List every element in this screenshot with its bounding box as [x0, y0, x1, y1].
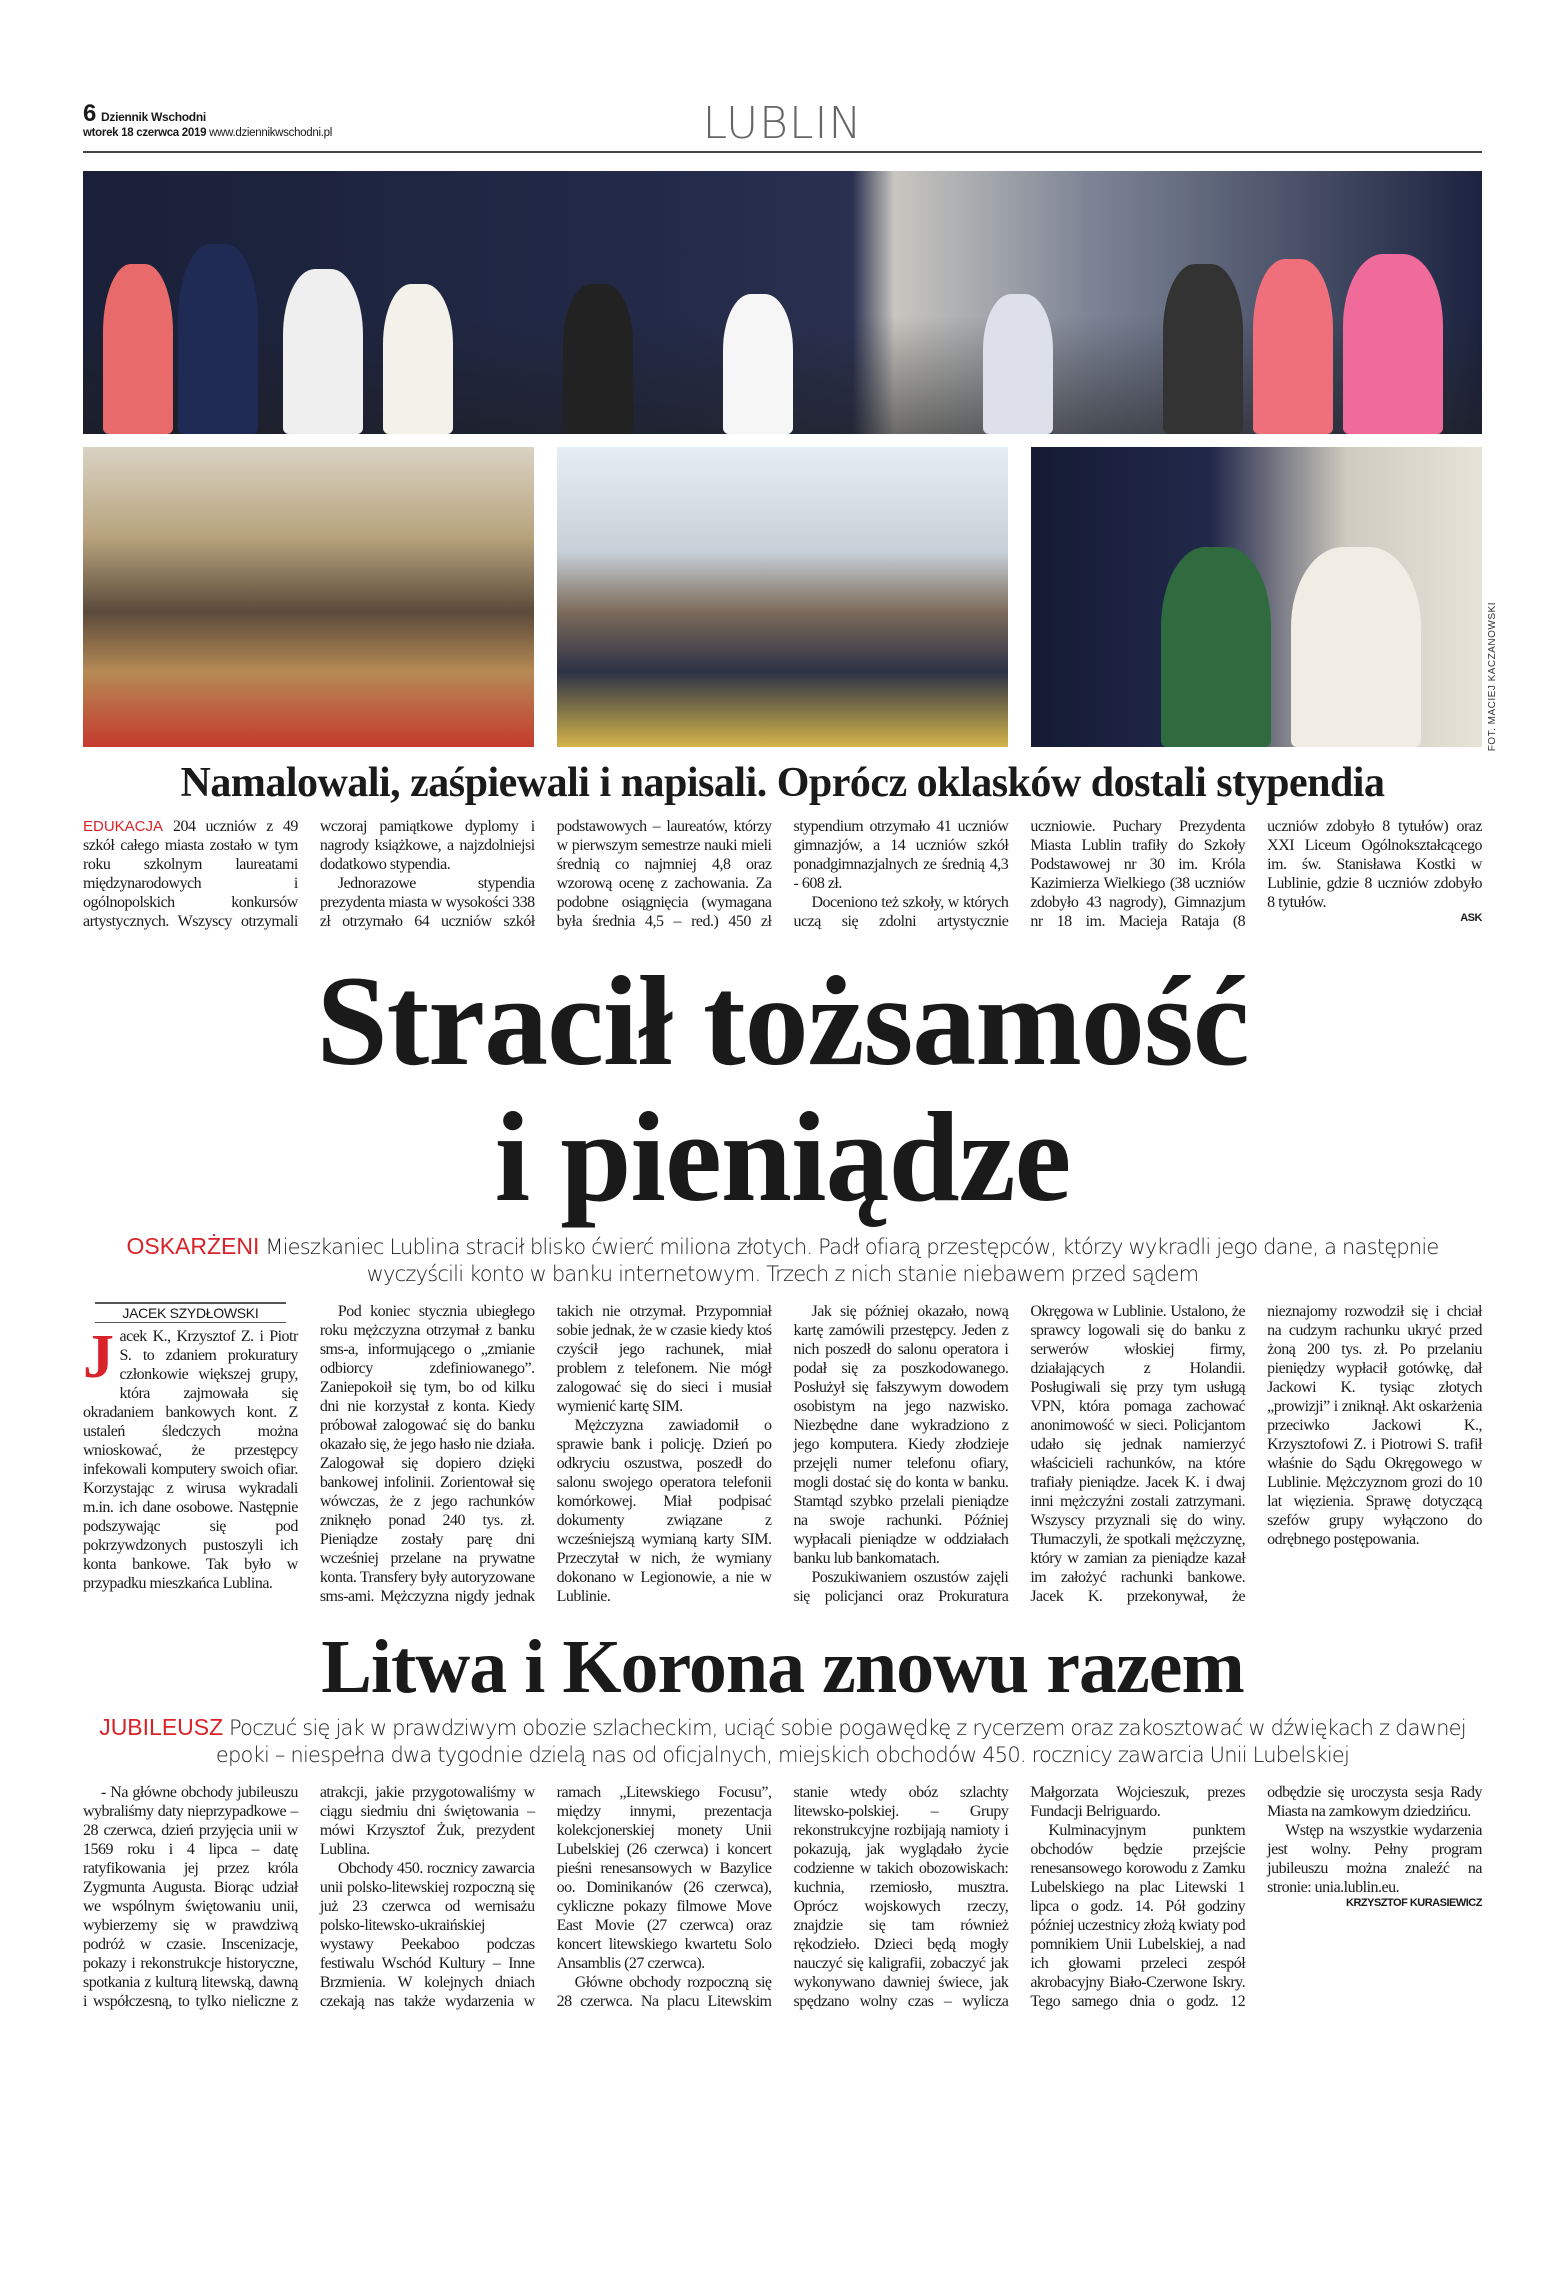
- article1-headline: Namalowali, zaśpiewali i napisali. Oprócz oklasków dostali stypendia: [180, 760, 1385, 806]
- photo-diploma-handover: [557, 447, 1008, 747]
- paper-name: Dziennik Wschodni: [101, 110, 206, 124]
- article2-headline-line1: Stracił tożsamość: [316, 950, 1249, 1092]
- article2-paragraph: Jak się później okazało, nową kartę zamówili przestępcy. Jeden z nich poszedł do salonu operatora i podał się za poszkodowanego. Posłużył się fałszywym dowodem osobistym na jego nazwisko. Niezbędne dane wykradziono z jego komputera. Kiedy złodzieje przejęli numer telefonu ofiary, mogli dostać się do konta w banku. Stamtąd szybko przelali pieniądze na swoje rachunki. Później wypłacali pieniądze w oddziałach banku lub bankomatach.: [793, 1303, 1009, 1567]
- article3-paragraph: - Na główne obchody jubileuszu wybraliśmy daty nieprzypadkowe – 28 czerwca, dzień przyjęcia unii w 1569 roku i 4 lipca – datę ratyfikowania jej przez króla Zygmunta Augusta. Biorąc udział we wspólnym świętowaniu unii, wybierzemy się w prawdziwą podróż w czasie. Inscenizacje, pokazy i rekonstrukcje historyczne, spotkania z kulturą litewską, dawną i współczesną, to tylko nieliczne z atrakcji, jakie przygotowaliśmy w ciągu siedmiu dni świętowania – mówi Krzysztof Żuk, prezydent Lublina.: [83, 1784, 535, 2010]
- drop-cap: J: [83, 1323, 114, 1391]
- photo-credit: FOT. MACIEJ KACZANOWSKI: [1487, 601, 1498, 751]
- photo-figure: [723, 294, 793, 434]
- photo-figure: [283, 269, 363, 434]
- photo-teacher-and-student: [1031, 447, 1482, 747]
- article2-paragraph: Poszukiwaniem oszustów zajęli się policjanci oraz Prokuratura Okręgowa w Lublinie. Ustalono, że sprawcy logowali się do banku z serwerów włoskiej firmy, działających z Holandii. Posługiwali się przy tym usługą VPN, która pomaga zachować anonimowość w sieci. Policjantom udało się jednak namierzyć właścicieli rachunków, na które trafiały pieniądze. Jacek K. i dwaj inni mężczyźni zostali zatrzymani. Wszyscy przyznali się do winy. Tłumaczyli, że spotkali mężczyznę, który w zamian za pieniądze kazał im założyć rachunki bankowe. Jacek K. przekonywał, że nieznajomy rozwodził się i chciał na cudzym rachunku ukryć przed żoną 200 tys. zł. Po przelaniu pieniędzy wypłacił gotówkę, dał Jackowi K. tysiąc złotych „prowizji” i zniknął. Akt oskarżenia przeciwko Jackowi K., Krzysztofowi Z. i Piotrowi S. trafił właśnie do Sądu Okręgowego w Lublinie. Mężczyznom grozi do 10 lat więzienia. Sprawę dotyczącą szefów grupy wyłączono do odrębnego postępowania.: [793, 1303, 1482, 1605]
- article2-headline-line2: i pieniądze: [494, 1086, 1071, 1228]
- article2-paragraph: [83, 1323, 298, 1593]
- section-title: LUBLIN: [702, 98, 863, 149]
- article2-paragraph: Mężczyzna zawiadomił o sprawie bank i policję. Dzień po odkryciu oszustwa, poszedł do salonu swojego operatora telefonii komórkowej. Miał podpisać dokumenty związane z wcześniejszą wymianą karty SIM. Przeczytał w nich, że wymiany dokonano w Legionowie, a nie w Lublinie.: [556, 1417, 772, 1605]
- article3-lead: [83, 1714, 1482, 1769]
- article3-lead-text: Poczuć się jak w prawdziwym obozie szlacheckim, uciąć sobie pogawędkę z rycerzem oraz zakosztować w dźwiękach z dawnej epoki – niespełna dwa tygodnie dzielą nas od oficjalnych, miejskich obchodów 450. rocznicy zawarcia Unii Lubelskiej: [215, 1716, 1466, 1767]
- photo-figure: [1161, 547, 1271, 747]
- article1-signature: ASK: [1460, 912, 1482, 924]
- photo-figure: [1343, 254, 1443, 434]
- article2-lead: [83, 1233, 1482, 1288]
- article3-signature: KRZYSZTOF KURASIEWICZ: [1346, 1897, 1482, 1909]
- photo-gallery: [83, 171, 1498, 751]
- photo-figure: [178, 244, 258, 434]
- article3-paragraph: Główne obchody rozpoczną się 28 czerwca. Na placu Litewskim stanie wtedy obóz szlachty litewsko-polskiej. – Grupy rekonstrukcyjne rozbijają namioty i pokazują, jak wyglądało życie codzienne w takich obozowiskach: kuchnia, rzemiosło, musztra. Oprócz wojskowych rzeczy, znajdzie się tam również rękodzieło. Dzieci będą mogły nauczyć się kaligrafii, zobaczyć jak wykonywano dawniej świece, jak spędzano wolny czas – wylicza Małgorzata Wojcieszuk, prezes Fundacji Belriguardo.: [556, 1784, 1246, 2010]
- page-number: 6: [83, 100, 97, 127]
- article2-byline: JACEK SZYDŁOWSKI: [95, 1302, 286, 1323]
- page-header: [83, 96, 1482, 153]
- issue-date: wtorek 18 czerwca 2019: [83, 127, 207, 139]
- photo-figure: [563, 284, 633, 434]
- article1-kicker: EDUKACJA: [83, 818, 164, 835]
- article3-headline: Litwa i Korona znowu razem: [321, 1625, 1244, 1709]
- article1-text: 204 uczniów z 49 szkół całego miasta zostało w tym roku szkolnym laureatami międzynarodowych i ogólnopolskich konkursów artystycznych. Wszyscy otrzymali wczoraj pamiątkowe dyplomy i nagrody książkowe, a najzdolniejsi dodatkowo stypendia.: [83, 818, 535, 930]
- photo-figure: [1291, 547, 1421, 747]
- article2-kicker: OSKARŻENI: [126, 1233, 260, 1259]
- page-content: [83, 96, 1498, 2011]
- article2-lead-text: Mieszkaniec Lublina stracił blisko ćwierć miliona złotych. Padł ofiarą przestępców, którzy wykradli jego dane, a następnie wyczyścili konto w banku internetowym. Trzech z nich stanie niebawem przed sądem: [259, 1235, 1439, 1286]
- article3-kicker: JUBILEUSZ: [99, 1714, 224, 1740]
- photo-row: [83, 447, 1482, 747]
- article3-body: [83, 1783, 1482, 2011]
- article3-paragraph: Kulminacyjnym punktem obchodów będzie przejście renesansowego korowodu z Zamku Lubelskiego na plac Litewski 1 lipca o godz. 14. Pół godziny później uczestnicy złożą kwiaty pod pomnikiem Unii Lubelskiej, a nad ich głowami przeleci zespół akrobacyjny Biało-Czerwone Iskry. Tego samego dnia o godz. 12 odbędzie się uroczysta sesja Rady Miasta na zamkowym dziedzińcu.: [1030, 1784, 1482, 2010]
- paper-url[interactable]: www.dziennikwschodni.pl: [209, 127, 332, 139]
- photo-figure: [383, 284, 453, 434]
- photo-figure: [1163, 264, 1243, 434]
- article2-body: [83, 1302, 1482, 1606]
- article1-paragraph: Doceniono też szkoły, w których uczą się zdolni artystycznie uczniowie. Puchary Prezydenta Miasta Lublin trafiły do Szkoły Podstawowej nr 30 im. Króla Kazimierza Wielkiego (38 uczniów zdobyło 43 nagrody), Gimnazjum nr 18 im. Macieja Rataja (8 uczniów zdobyło 8 tytułów) oraz XXI Liceum Ogólnokształcącego im. św. Stanisława Kostki w Lublinie, gdzie 8 uczniów zdobyło 8 tytułów.: [793, 818, 1482, 930]
- article1-body: [83, 817, 1482, 931]
- article1-paragraph: Jednorazowe stypendia prezydenta miasta w wysokości 338 zł otrzymało 64 uczniów szkół podstawowych – laureatów, którzy w pierwszym semestrze nauki mieli średnią co najmniej 4,8 oraz wzorową ocenę z zachowania. Za podobne osiągnięcia (wymagana była średnia 4,5 – red.) 450 zł stypendium otrzymało 41 uczniów gimnazjów, a 14 uczniów szkół ponadgimnazjalnych ze średnią 4,3 - 608 zł.: [319, 818, 1009, 930]
- photo-school-hall-audience: [83, 447, 534, 747]
- photo-figure: [983, 294, 1053, 434]
- article3-paragraph: Obchody 450. rocznicy zawarcia unii polsko-litewskiej rozpoczną się już 23 czerwca od wernisażu polsko-litewsko-ukraińskiej wystawy Peekaboo podczas festiwalu Wschód Kultury – Inne Brzmienia. W kolejnych dniach czekają nas także wydarzenia w ramach „Litewskiego Focusu”, między innymi, prezentacja kolekcjonerskiej monety Unii Lubelskiej (26 czerwca) i koncert pieśni renesansowych w Bazylice oo. Dominikanów (26 czerwca), cykliczne pokazy filmowe Move East Movie (27 czerwca) oraz koncert litewskiego kwartetu Solo Ansamblis (27 czerwca).: [319, 1784, 772, 2010]
- photo-award-ceremony-group: [83, 171, 1482, 434]
- article3-paragraph: Wstęp na wszystkie wydarzenia jest wolny. Pełny program jubileuszu można znaleźć na stronie: unia.lublin.eu.: [1267, 1822, 1482, 1896]
- article2-text: acek K., Krzysztof Z. i Piotr S. to zdaniem prokuratury członkowie większej grupy, która zajmowała się okradaniem bankowych kont. Z ustaleń śledczych można wnioskować, że przestępcy infekowali komputery swoich ofiar. Korzystając z wirusa wykradali m.in. ich dane osobowe. Następnie podszywając się pod pokrzywdzonych pustoszyli ich konta bankowe. Tak było w przypadku mieszkańca Lublina.: [83, 1328, 298, 1592]
- article2-paragraph: Pod koniec stycznia ubiegłego roku mężczyzna otrzymał z banku sms-a, informującego o „zmianie odbiorcy zdefiniowanego”. Zaniepokoił się tym, bo od kilku dni nie korzystał z konta. Kiedy próbował zalogować się do banku okazało się, że jego hasło nie działa. Zalogował się dopiero dzięki bankowej infolinii. Zorientował się wówczas, że z jego rachunków zniknęło ponad 240 tys. zł. Pieniądze zostały parę dni wcześniej przelane na prywatne konta. Transfery były autoryzowane sms-ami. Mężczyzna nigdy jednak takich nie otrzymał. Przypomniał sobie jednak, że w czasie kiedy ktoś czyścił jego rachunek, miał problem z telefonem. Nie mógł zalogować się do sieci i musiał wymienić kartę SIM.: [319, 1303, 772, 1605]
- photo-figure: [1253, 259, 1333, 434]
- photo-figure: [103, 264, 173, 434]
